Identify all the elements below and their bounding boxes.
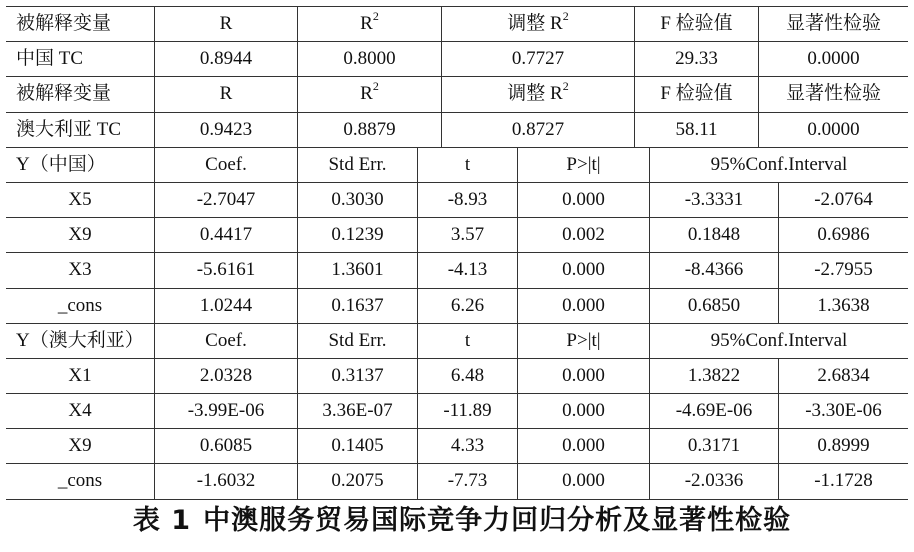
summary-row-china — [6, 42, 908, 77]
variable-name: X9 — [68, 435, 92, 457]
coef-value: 0.6085 — [154, 429, 297, 463]
header-conf-interval: 95%Conf.Interval — [649, 148, 908, 182]
t-value: -4.13 — [417, 253, 517, 287]
coef-header-row-australia — [6, 324, 908, 359]
conf-lower: -2.0336 — [649, 464, 778, 498]
header-t: t — [417, 324, 517, 358]
summary-header-row — [6, 77, 908, 112]
block-label-china: Y（中国） — [16, 153, 106, 175]
variable-name: X4 — [68, 400, 92, 422]
coef-value: -2.7047 — [154, 183, 297, 217]
coef-value: 2.0328 — [154, 359, 297, 393]
summary-adjusted-r-squared: 0.7727 — [441, 42, 634, 76]
p-value: 0.000 — [517, 464, 649, 498]
conf-lower: 0.6850 — [649, 289, 778, 323]
coef-row — [6, 359, 908, 394]
caption-label: 表 1 — [132, 505, 192, 536]
t-value: 6.48 — [417, 359, 517, 393]
coef-value: -3.99E-06 — [154, 394, 297, 428]
coef-row — [6, 429, 908, 464]
conf-upper: -1.1728 — [778, 464, 908, 498]
header-std-err: Std Err. — [297, 148, 417, 182]
std-err-value: 1.3601 — [297, 253, 417, 287]
conf-upper: 1.3638 — [778, 289, 908, 323]
coef-row — [6, 183, 908, 218]
conf-lower: 0.3171 — [649, 429, 778, 463]
summary-f-value: 58.11 — [634, 113, 758, 147]
coef-row — [6, 218, 908, 253]
header-significance: 显著性检验 — [758, 77, 908, 111]
variable-name: _cons — [57, 294, 103, 316]
summary-r: 0.9423 — [154, 113, 297, 147]
coef-row — [6, 253, 908, 288]
variable-name: X3 — [68, 259, 92, 281]
header-f-test: F 检验值 — [634, 77, 758, 111]
variable-name: X1 — [68, 364, 92, 386]
t-value: 3.57 — [417, 218, 517, 252]
summary-f-value: 29.33 — [634, 42, 758, 76]
conf-lower: 0.1848 — [649, 218, 778, 252]
t-value: 4.33 — [417, 429, 517, 463]
t-value: -11.89 — [417, 394, 517, 428]
p-value: 0.000 — [517, 429, 649, 463]
conf-upper: -3.30E-06 — [778, 394, 908, 428]
summary-label: 中国 TC — [16, 48, 84, 70]
conf-upper: 0.8999 — [778, 429, 908, 463]
summary-significance: 0.0000 — [758, 113, 908, 147]
header-conf-interval: 95%Conf.Interval — [649, 324, 908, 358]
summary-label: 澳大利亚 TC — [16, 118, 122, 140]
summary-adjusted-r-squared: 0.8727 — [441, 113, 634, 147]
header-significance: 显著性检验 — [758, 7, 908, 41]
std-err-value: 3.36E-07 — [297, 394, 417, 428]
header-t: t — [417, 148, 517, 182]
t-value: -7.73 — [417, 464, 517, 498]
variable-name: X9 — [68, 224, 92, 246]
conf-upper: -2.7955 — [778, 253, 908, 287]
p-value: 0.000 — [517, 359, 649, 393]
summary-row-australia — [6, 113, 908, 148]
variable-name: X5 — [68, 188, 92, 210]
header-adjusted-r-squared: 调整 $R^2$ — [441, 7, 634, 41]
p-value: 0.002 — [517, 218, 649, 252]
header-r: R — [154, 77, 297, 111]
p-value: 0.000 — [517, 394, 649, 428]
header-p-value: P>|t| — [517, 324, 649, 358]
p-value: 0.000 — [517, 253, 649, 287]
conf-lower: -4.69E-06 — [649, 394, 778, 428]
coef-value: -1.6032 — [154, 464, 297, 498]
header-p-value: P>|t| — [517, 148, 649, 182]
summary-r-squared: 0.8000 — [297, 42, 441, 76]
summary-header-row — [6, 6, 908, 42]
coef-header-row-china — [6, 148, 908, 183]
variable-name: _cons — [57, 470, 103, 492]
header-f-test: F 检验值 — [634, 7, 758, 41]
std-err-value: 0.1637 — [297, 289, 417, 323]
p-value: 0.000 — [517, 289, 649, 323]
conf-upper: 0.6986 — [778, 218, 908, 252]
summary-r: 0.8944 — [154, 42, 297, 76]
regression-table — [6, 6, 908, 500]
coef-row — [6, 289, 908, 324]
coef-value: 0.4417 — [154, 218, 297, 252]
conf-upper: -2.0764 — [778, 183, 908, 217]
header-r-squared: $R^2$ — [297, 7, 441, 41]
header-coef: Coef. — [154, 324, 297, 358]
std-err-value: 0.2075 — [297, 464, 417, 498]
coef-value: 1.0244 — [154, 289, 297, 323]
conf-lower: 1.3822 — [649, 359, 778, 393]
header-dependent-variable: 被解释变量 — [16, 83, 112, 105]
std-err-value: 0.3030 — [297, 183, 417, 217]
header-adjusted-r-squared: 调整 $R^2$ — [441, 77, 634, 111]
header-r-squared: $R^2$ — [297, 77, 441, 111]
coef-value: -5.6161 — [154, 253, 297, 287]
summary-significance: 0.0000 — [758, 42, 908, 76]
caption-title: 中澳服务贸易国际竞争力回归分析及显著性检验 — [203, 505, 792, 536]
header-r: R — [154, 7, 297, 41]
block-label-australia: Y（澳大利亚） — [16, 329, 144, 351]
coef-row — [6, 394, 908, 429]
coef-row — [6, 464, 908, 499]
table-caption — [0, 498, 914, 537]
header-dependent-variable: 被解释变量 — [16, 13, 112, 34]
header-std-err: Std Err. — [297, 324, 417, 358]
std-err-value: 0.3137 — [297, 359, 417, 393]
header-coef: Coef. — [154, 148, 297, 182]
p-value: 0.000 — [517, 183, 649, 217]
summary-r-squared: 0.8879 — [297, 113, 441, 147]
conf-lower: -8.4366 — [649, 253, 778, 287]
t-value: 6.26 — [417, 289, 517, 323]
t-value: -8.93 — [417, 183, 517, 217]
conf-lower: -3.3331 — [649, 183, 778, 217]
conf-upper: 2.6834 — [778, 359, 908, 393]
std-err-value: 0.1405 — [297, 429, 417, 463]
std-err-value: 0.1239 — [297, 218, 417, 252]
